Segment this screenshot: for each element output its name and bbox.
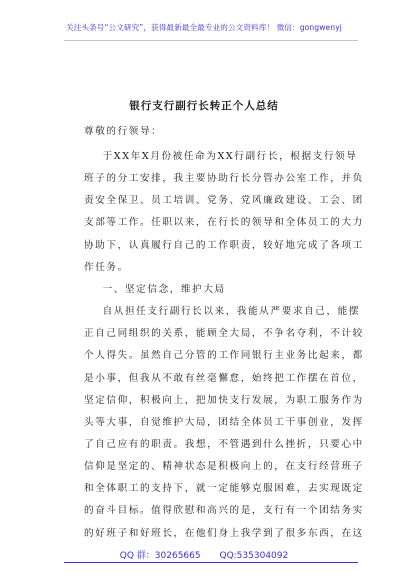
body-line: 正自己同组织的关系，能顾全大局，不争名夺利，不计较 [84,328,364,340]
body-line: 和全体职工的支持下，就一定能够克服困难，去实现既定 [84,483,364,495]
footer-contacts [0,548,408,561]
body-line: 于XX年X月份被任命为XX行副行长，根据支行领导 [84,151,358,162]
header-divider [64,40,358,41]
body-line: 坚定信仰，积极向上，把加快支行发展，为职工服务作为 [84,394,364,406]
body-line: 班子的分工安排，我主要协助行长分管办公室工作，并负 [84,173,364,185]
qq-group-link[interactable]: QQ 群：30265665 [119,551,201,561]
body-line: 头等大事，自觉维护大局，团结全体员工干事创业，发挥 [84,416,364,428]
body-line: 支部等工作。任职以来，在行长的领导和全体员工的大力 [84,217,364,229]
promo-header: 关注头条号“公文研究”，获得最新最全最专业的公文资料库！ 微信：gongwenyj [66,23,342,32]
body-line: 了自己应有的职责。我想，不管遇到什么挫折，只要心中 [84,438,364,450]
body-line: 协助下，认真履行自己的工作职责，较好地完成了各项工 [84,239,364,251]
qq-contact-link[interactable]: QQ:535304092 [219,551,289,561]
body-line: 作任务。 [84,261,129,273]
greeting: 尊敬的行领导： [84,126,163,137]
body-line: 的好班子和好班长，在他们身上我学到了很多东西，在这 [84,527,364,539]
body-line: 个人得失。虽然自己分管的工作同银行主业务比起来，都 [84,350,364,362]
body-line: 一、坚定信念，维护大局 [84,283,226,295]
body-line: 的奋斗目标。值得欣慰和高兴的是，支行有一个团结务实 [84,505,364,517]
footer-divider [64,562,358,563]
document-title: 银行支行副行长转正个人总结 [129,100,279,112]
body-line: 信仰是坚定的、精神状态是积极向上的，在支行经营班子 [84,461,364,473]
body-line: 自从担任支行副行长以来，我能从严要求自己，能摆 [84,306,361,318]
body-line: 是小事，但我从不敢有丝毫懈怠，始终把工作摆在首位， [84,372,364,384]
body-line: 责安全保卫、员工培训、党务、党风廉政建设、工会、团 [84,195,364,207]
